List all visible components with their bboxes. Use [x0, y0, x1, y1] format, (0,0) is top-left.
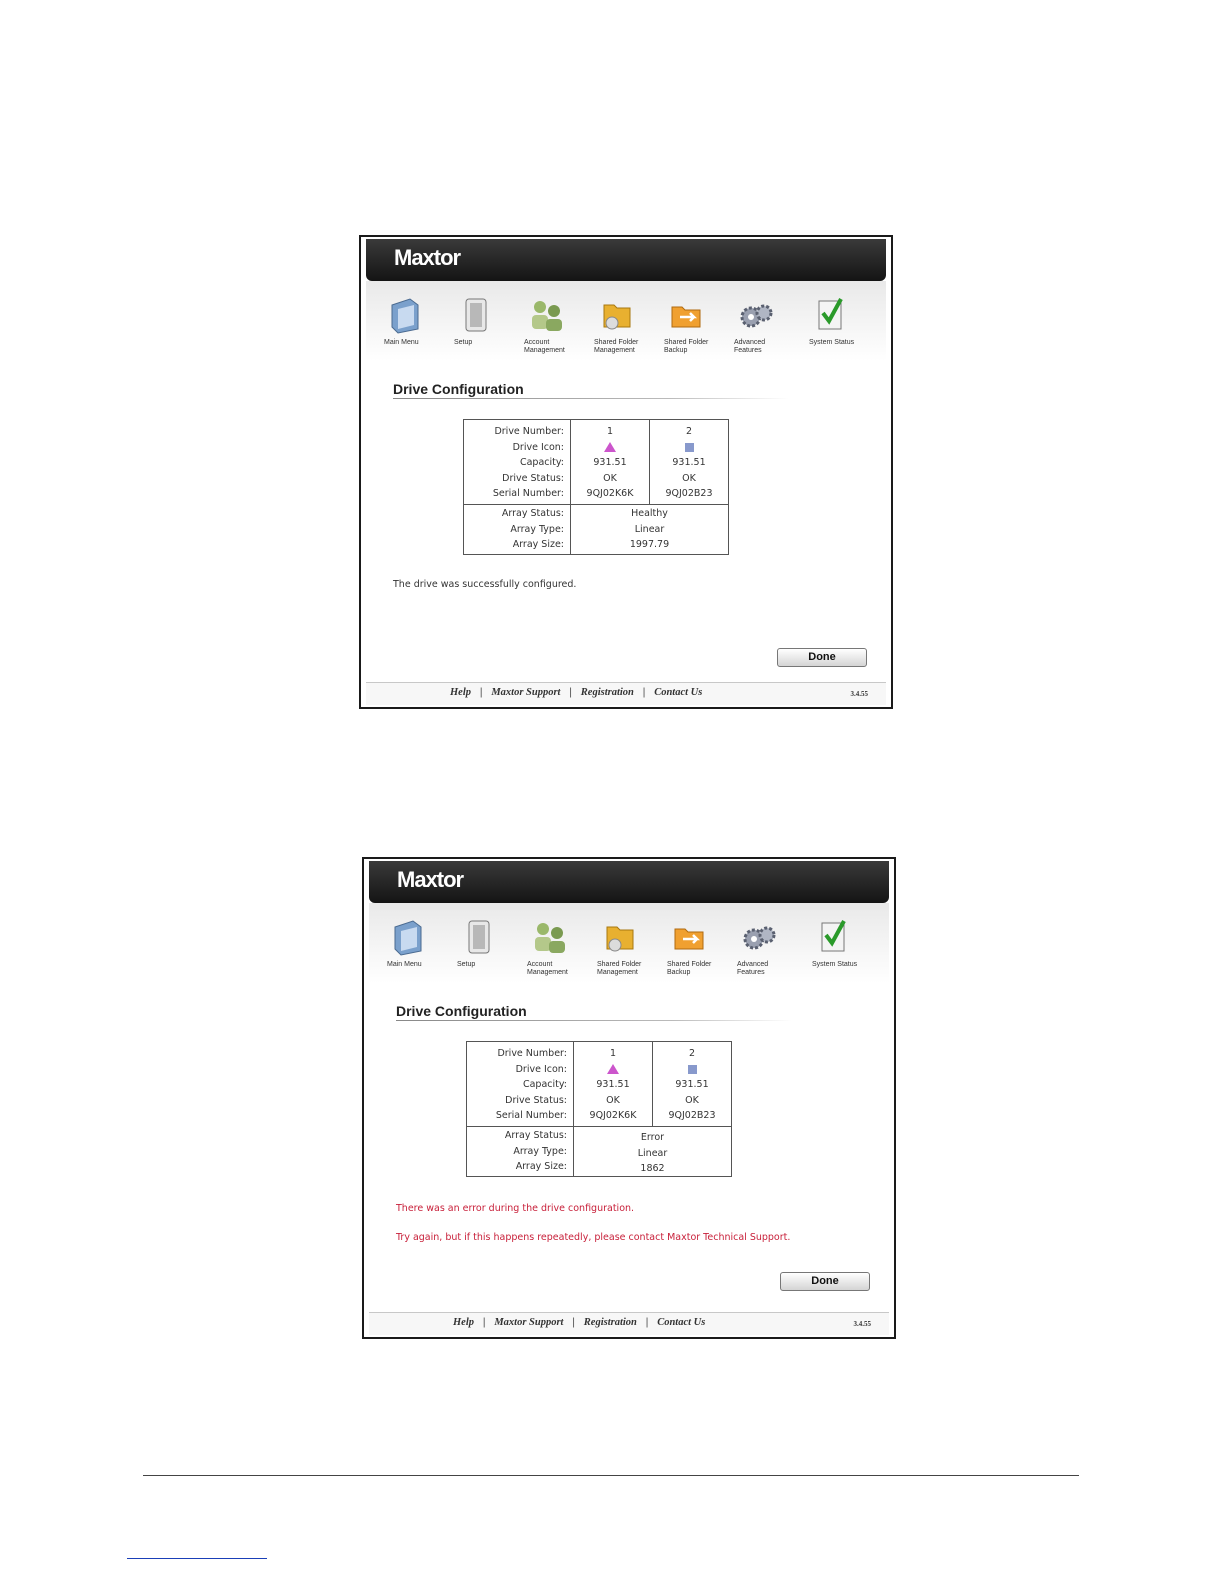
- drive-1-capacity: 931.51: [596, 1079, 630, 1091]
- nav-setup[interactable]: [457, 917, 519, 969]
- label-drive-icon: Drive Icon:: [512, 441, 564, 453]
- drive-2-status: OK: [682, 472, 696, 484]
- section-title: Drive Configuration: [396, 1003, 527, 1019]
- label-drive-icon: Drive Icon:: [515, 1063, 567, 1075]
- account-management-icon: [529, 917, 569, 957]
- page-link-underline: [127, 1558, 267, 1559]
- label-drive-number: Drive Number:: [494, 426, 564, 437]
- maxtor-window-success: [359, 235, 893, 709]
- nav-label: Shared Folder Management: [594, 339, 639, 354]
- drive-2-column: [650, 424, 728, 502]
- nav-label: Shared Folder Management: [597, 961, 642, 976]
- footer-links: Help | Maxtor Support | Registration | Contact Us: [450, 687, 703, 698]
- array-size: 1997.79: [629, 539, 670, 551]
- label-array-size: Array Size:: [512, 539, 564, 551]
- array-status: Error: [640, 1132, 665, 1143]
- footer: [366, 682, 886, 705]
- shared-folder-management-icon: [596, 295, 636, 335]
- drive-labels: [464, 424, 564, 502]
- done-button[interactable]: Done: [780, 1272, 870, 1291]
- app-header: [369, 861, 889, 903]
- drive-2-serial: 9QJ02B23: [668, 1110, 716, 1122]
- nav-label: Account Management: [524, 339, 565, 354]
- account-management-icon: [526, 295, 566, 335]
- version-label: 3.4.55: [853, 1320, 871, 1328]
- square-drive-icon: [688, 1065, 697, 1074]
- nav-shared-folder-backup[interactable]: [667, 917, 729, 977]
- main-nav: [384, 295, 874, 365]
- nav-setup[interactable]: [454, 295, 516, 347]
- nav-label: Shared Folder Backup: [667, 961, 712, 976]
- nav-advanced-features[interactable]: [734, 295, 796, 355]
- advanced-features-icon: [736, 295, 776, 335]
- label-capacity: Capacity:: [522, 1079, 567, 1091]
- array-labels: [464, 506, 564, 553]
- error-message: There was an error during the drive configuration.: [396, 1203, 635, 1214]
- drive-2-number: 2: [685, 426, 693, 437]
- section-title: Drive Configuration: [393, 381, 524, 397]
- main-menu-icon: [389, 917, 429, 957]
- error-advice-message: Try again, but if this happens repeatedly, please contact Maxtor Technical Support.: [396, 1232, 791, 1243]
- drive-1-capacity: 931.51: [593, 457, 627, 469]
- title-divider: [396, 1020, 792, 1021]
- label-array-size: Array Size:: [515, 1161, 567, 1173]
- label-drive-status: Drive Status:: [502, 472, 564, 484]
- drive-2-status: OK: [685, 1094, 699, 1106]
- drive-1-status: OK: [606, 1094, 620, 1106]
- footer-links: Help | Maxtor Support | Registration | Contact Us: [453, 1317, 706, 1328]
- nav-label: Setup: [454, 339, 473, 346]
- drive-config-table: [463, 419, 729, 555]
- label-array-type: Array Type:: [513, 1145, 567, 1157]
- drive-1-serial: 9QJ02K6K: [589, 1110, 637, 1122]
- nav-shared-folder-backup[interactable]: [664, 295, 726, 355]
- footer-link-contact-us[interactable]: Contact Us: [654, 687, 703, 698]
- footer-link-help[interactable]: Help: [450, 687, 471, 698]
- nav-main-menu[interactable]: [384, 295, 446, 347]
- drive-2-capacity: 931.51: [675, 1079, 709, 1091]
- drive-2-column: [653, 1046, 731, 1124]
- system-status-icon: [814, 917, 854, 957]
- drive-2-number: 2: [688, 1048, 696, 1059]
- maxtor-logo: Maxtor: [397, 867, 464, 892]
- drive-1-serial: 9QJ02K6K: [586, 488, 634, 500]
- nav-account-management[interactable]: [524, 295, 586, 355]
- nav-label: Advanced Features: [737, 961, 769, 976]
- nav-account-management[interactable]: [527, 917, 589, 977]
- drive-1-column: [571, 424, 649, 502]
- page-footer-rule: [143, 1475, 1079, 1476]
- array-status: Healthy: [631, 508, 668, 519]
- label-serial-number: Serial Number:: [492, 488, 564, 500]
- array-labels: [467, 1128, 567, 1175]
- triangle-drive-icon: [604, 442, 616, 452]
- drive-2-serial: 9QJ02B23: [665, 488, 713, 500]
- drive-1-status: OK: [603, 472, 617, 484]
- setup-icon: [456, 295, 496, 335]
- maxtor-window-error: [362, 857, 896, 1339]
- nav-shared-folder-management[interactable]: [594, 295, 656, 355]
- drive-config-table: [466, 1041, 732, 1177]
- main-nav: [387, 917, 877, 987]
- array-type: Linear: [634, 523, 665, 535]
- label-array-status: Array Status:: [501, 508, 564, 519]
- array-size: 1862: [640, 1163, 665, 1175]
- status-message: The drive was successfully configured.: [393, 579, 577, 590]
- title-divider: [393, 398, 789, 399]
- nav-advanced-features[interactable]: [737, 917, 799, 977]
- nav-label: System Status: [812, 961, 858, 968]
- footer-link-contact-us[interactable]: Contact Us: [657, 1317, 706, 1328]
- label-serial-number: Serial Number:: [495, 1110, 567, 1122]
- content-area: [366, 281, 886, 683]
- nav-label: Main Menu: [387, 961, 422, 968]
- label-drive-number: Drive Number:: [497, 1048, 567, 1059]
- drive-1-column: [574, 1046, 652, 1124]
- shared-folder-backup-icon: [669, 917, 709, 957]
- nav-label: Setup: [457, 961, 476, 968]
- label-drive-status: Drive Status:: [505, 1094, 567, 1106]
- array-values: [574, 1130, 731, 1177]
- label-array-status: Array Status:: [504, 1130, 567, 1141]
- nav-label: Main Menu: [384, 339, 419, 346]
- system-status-icon: [811, 295, 851, 335]
- drive-2-capacity: 931.51: [672, 457, 706, 469]
- footer-link-registration[interactable]: Registration: [580, 687, 634, 698]
- setup-icon: [459, 917, 499, 957]
- shared-folder-backup-icon: [666, 295, 706, 335]
- footer-link-help[interactable]: Help: [453, 1317, 474, 1328]
- footer-link-registration[interactable]: Registration: [583, 1317, 637, 1328]
- shared-folder-management-icon: [599, 917, 639, 957]
- main-menu-icon: [386, 295, 426, 335]
- maxtor-logo: Maxtor: [394, 245, 461, 270]
- nav-label: Account Management: [527, 961, 568, 976]
- version-label: 3.4.55: [850, 690, 868, 698]
- nav-system-status[interactable]: [812, 917, 874, 969]
- footer: [369, 1312, 889, 1335]
- array-values: [571, 506, 728, 553]
- drive-1-number: 1: [609, 1048, 617, 1059]
- label-capacity: Capacity:: [519, 457, 564, 469]
- content-area: [369, 903, 889, 1313]
- label-array-type: Array Type:: [510, 523, 564, 535]
- square-drive-icon: [685, 443, 694, 452]
- array-type: Linear: [637, 1147, 668, 1159]
- drive-labels: [467, 1046, 567, 1124]
- nav-system-status[interactable]: [809, 295, 871, 347]
- nav-main-menu[interactable]: [387, 917, 449, 969]
- advanced-features-icon: [739, 917, 779, 957]
- done-button[interactable]: Done: [777, 648, 867, 667]
- nav-label: Shared Folder Backup: [664, 339, 709, 354]
- footer-link-maxtor-support[interactable]: Maxtor Support: [491, 687, 561, 698]
- app-header: [366, 239, 886, 281]
- nav-label: Advanced Features: [734, 339, 766, 354]
- nav-shared-folder-management[interactable]: [597, 917, 659, 977]
- nav-label: System Status: [809, 339, 855, 346]
- triangle-drive-icon: [607, 1064, 619, 1074]
- footer-link-maxtor-support[interactable]: Maxtor Support: [494, 1317, 564, 1328]
- drive-1-number: 1: [606, 426, 614, 437]
